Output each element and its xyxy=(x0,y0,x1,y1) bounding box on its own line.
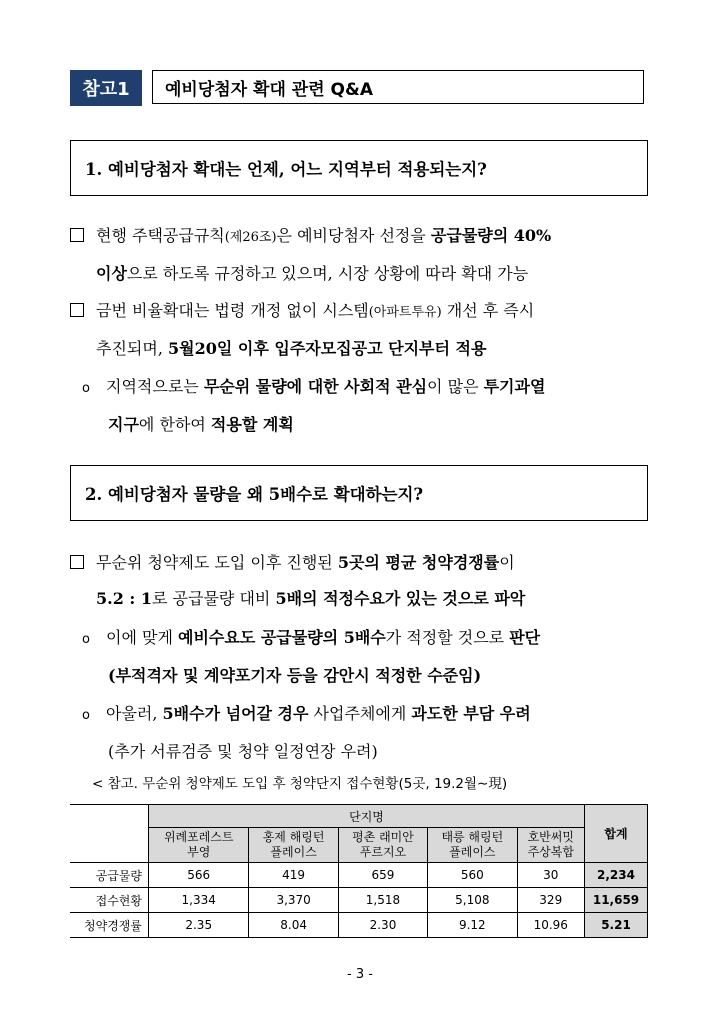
section-header xyxy=(70,70,648,106)
table-row xyxy=(70,863,648,888)
column-header: 평촌 래미안 푸르지오 xyxy=(338,828,427,863)
table-cell: 10.96 xyxy=(517,913,584,938)
row-label: 접수현황 xyxy=(70,888,149,913)
paragraph-region-scope: o 지역적으로는 무순위 물량에 대한 사회적 관심이 많은 투기과열 지구에 한하여 적용할 계획 xyxy=(70,369,652,443)
row-label: 공급물량 xyxy=(70,863,149,888)
checkbox-square-icon xyxy=(70,555,84,569)
total-cell: 11,659 xyxy=(585,888,648,913)
table-cell: 659 xyxy=(338,863,427,888)
total-cell: 2,234 xyxy=(585,863,648,888)
table-cell: 3,370 xyxy=(249,888,338,913)
column-header: 위례포레스트 부영 xyxy=(149,828,249,863)
question-1-title: 1. 예비당첨자 확대는 언제, 어느 지역부터 적용되는지? xyxy=(85,160,487,179)
table-cell: 1,518 xyxy=(338,888,427,913)
page-title: 예비당첨자 확대 관련 Q&A xyxy=(152,70,644,104)
paragraph-expansion-timing: 금번 비율확대는 법령 개정 없이 시스템(아파트투유) 개선 후 즉시 추진되며, 5월20일 이후 입주자모집공고 단지부터 적용 xyxy=(70,293,652,367)
table-cell: 1,334 xyxy=(149,888,249,913)
table-cell: 566 xyxy=(149,863,249,888)
total-header: 합계 xyxy=(585,805,648,863)
bullet-circle-icon: o xyxy=(82,708,90,723)
column-header: 홍제 해링턴 플레이스 xyxy=(249,828,338,863)
application-status-table xyxy=(70,804,648,938)
column-header: 태릉 해링턴 플레이스 xyxy=(428,828,517,863)
paragraph-competition-rate: 무순위 청약제도 도입 이후 진행된 5곳의 평균 청약경쟁률이 5.2 : 1로 공급물량 대비 5배의 적정수요가 있는 것으로 파악 xyxy=(70,545,652,617)
column-header: 호반써밋 주상복합 xyxy=(517,828,584,863)
table-cell: 419 xyxy=(249,863,338,888)
table-cell: 329 xyxy=(517,888,584,913)
table-cell: 5,108 xyxy=(428,888,517,913)
paragraph-current-rule: 현행 주택공급규칙(제26조)은 예비당첨자 선정을 공급물량의 40% 이상으로 하도록 규정하고 있으며, 시장 상황에 따라 확대 가능 xyxy=(70,218,652,292)
checkbox-square-icon xyxy=(70,303,84,317)
table-cell: 560 xyxy=(428,863,517,888)
question-2-title: 2. 예비당첨자 물량을 왜 5배수로 확대하는지? xyxy=(85,485,424,504)
table-cell: 8.04 xyxy=(249,913,338,938)
paragraph-five-times-judgement: o 이에 맞게 예비수요도 공급물량의 5배수가 적정할 것으로 판단 (부적격자 및 계약포기자 등을 감안시 적정한 수준임) xyxy=(70,620,652,694)
reference-badge: 참고1 xyxy=(70,70,142,106)
bullet-circle-icon: o xyxy=(82,381,90,396)
reference-caption: < 참고. 무순위 청약제도 도입 후 청약단지 접수현황(5곳, 19.2월∼現) xyxy=(92,776,508,792)
table-cell: 30 xyxy=(517,863,584,888)
table-cell: 9.12 xyxy=(428,913,517,938)
question-1-box xyxy=(70,140,648,196)
row-label: 청약경쟁률 xyxy=(70,913,149,938)
complex-name-header: 단지명 xyxy=(149,805,585,828)
table-row xyxy=(70,888,648,913)
table-corner xyxy=(70,805,149,863)
paragraph-burden-concern: o 아울러, 5배수가 넘어갈 경우 사업주체에게 과도한 부담 우려 (추가 서류검증 및 청약 일정연장 우려) xyxy=(70,696,652,770)
checkbox-square-icon xyxy=(70,228,84,242)
bullet-circle-icon: o xyxy=(82,632,90,647)
question-2-box xyxy=(70,465,648,521)
table-cell: 2.35 xyxy=(149,913,249,938)
table-row xyxy=(70,913,648,938)
page-number: - 3 - xyxy=(347,967,373,982)
table-cell: 2.30 xyxy=(338,913,427,938)
total-cell: 5.21 xyxy=(585,913,648,938)
